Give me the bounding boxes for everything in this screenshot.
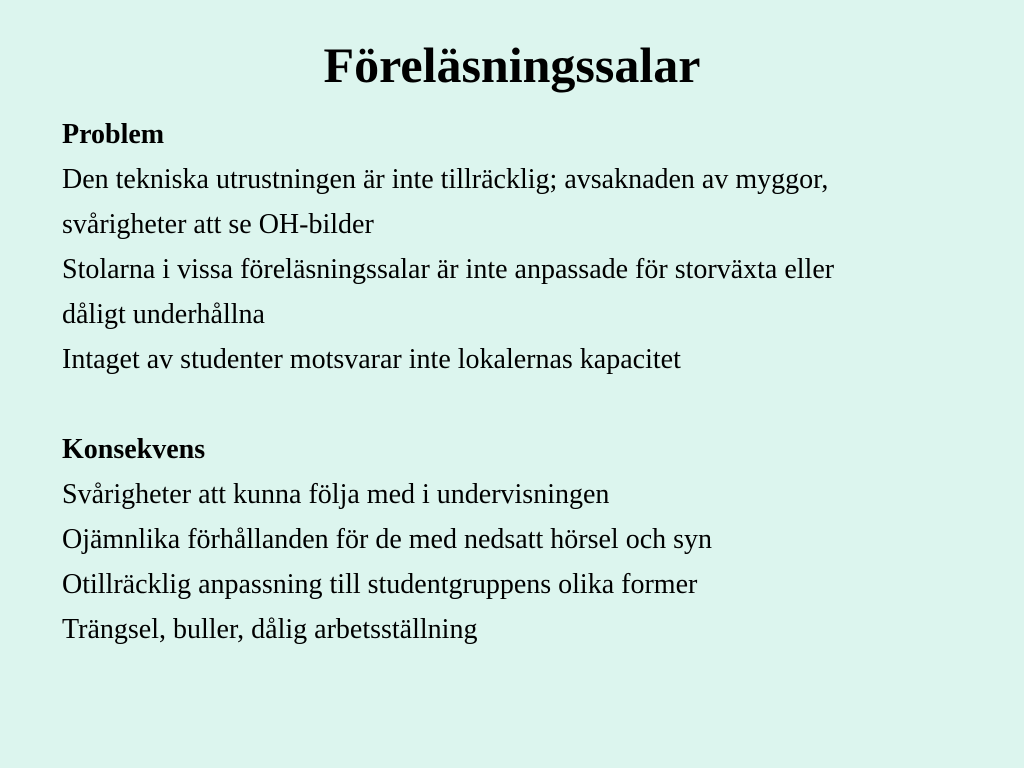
slide-title: Föreläsningssalar	[323, 37, 701, 93]
konsekvens-line: Ojämnlika förhållanden för de med nedsatt hörsel och syn	[62, 524, 713, 555]
problem-line: Den tekniska utrustningen är inte tillräcklig; avsaknaden av myggor,	[62, 164, 829, 195]
section-heading-problem: Problem	[62, 119, 165, 150]
konsekvens-line: Otillräcklig anpassning till studentgruppens olika former	[62, 569, 698, 600]
section-spacer	[62, 382, 982, 427]
section-konsekvens	[62, 427, 982, 652]
konsekvens-line: Trängsel, buller, dålig arbetsställning	[62, 614, 478, 645]
problem-line: Intaget av studenter motsvarar inte lokalernas kapacitet	[62, 344, 681, 375]
problem-line: svårigheter att se OH-bilder	[62, 209, 374, 240]
konsekvens-line: Svårigheter att kunna följa med i undervisningen	[62, 479, 610, 510]
section-problem	[62, 112, 982, 382]
problem-line: dåligt underhållna	[62, 299, 265, 330]
section-heading-konsekvens: Konsekvens	[62, 434, 206, 465]
problem-line: Stolarna i vissa föreläsningssalar är inte anpassade för storväxta eller	[62, 254, 835, 285]
slide-body	[62, 112, 982, 652]
